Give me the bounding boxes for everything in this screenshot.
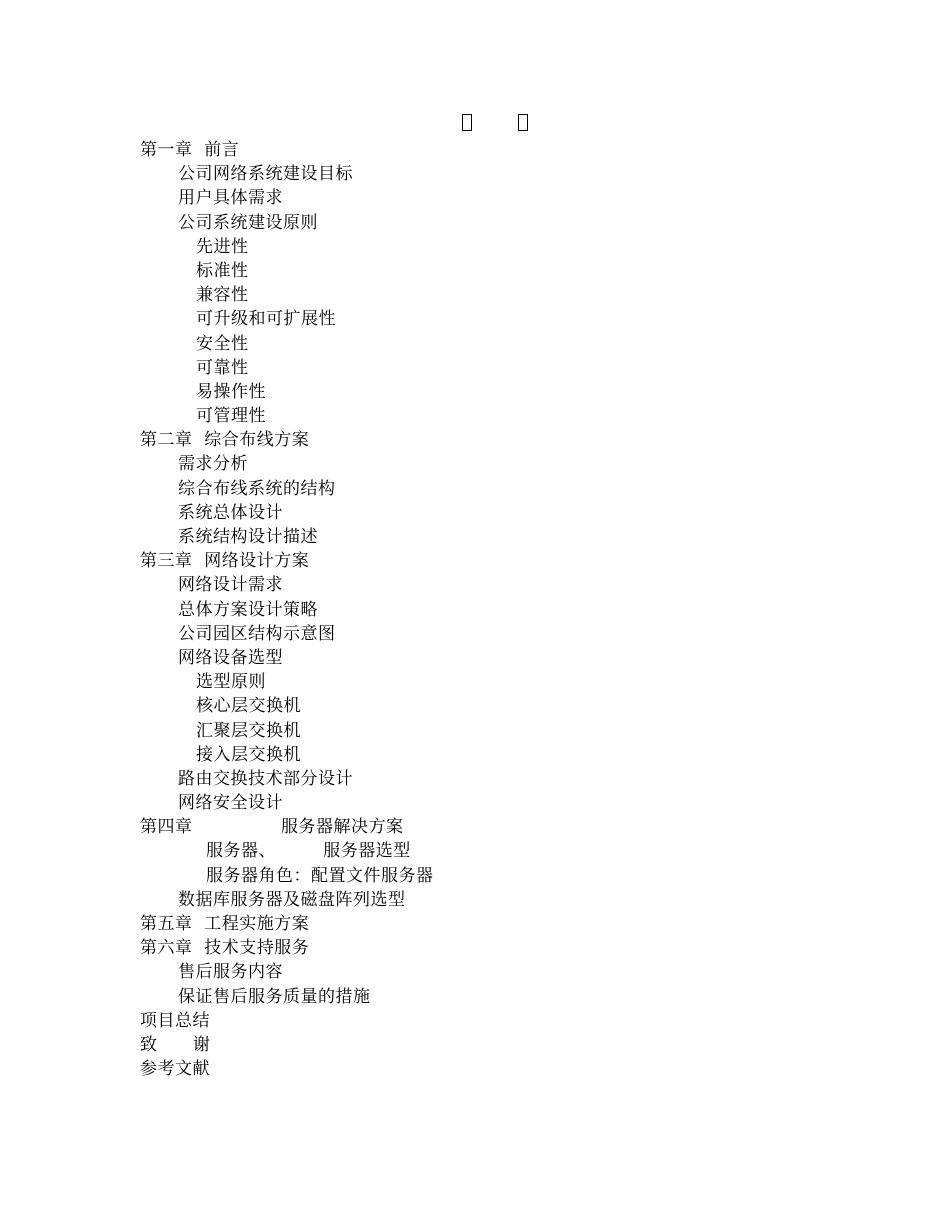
toc-entry[interactable]: 第二章 综合布线方案 bbox=[140, 430, 310, 451]
toc-entry[interactable]: 售后服务内容 bbox=[178, 962, 283, 983]
toc-entry[interactable]: 第五章 工程实施方案 bbox=[140, 914, 310, 934]
toc-entry[interactable]: 总体方案设计策略 bbox=[178, 599, 318, 620]
toc-entry[interactable]: 可升级和可扩展性 bbox=[196, 309, 336, 330]
toc-entry[interactable]: 选型原则 bbox=[196, 672, 266, 693]
toc-entry[interactable]: 系统结构设计描述 bbox=[178, 527, 318, 547]
toc-entry[interactable]: 路由交换技术部分设计 bbox=[178, 768, 353, 789]
toc-entry[interactable]: 项目总结 bbox=[140, 1010, 210, 1031]
toc-entry[interactable]: 需求分析 bbox=[178, 454, 248, 475]
missing-glyph-icon bbox=[518, 114, 528, 131]
toc-entry[interactable]: 第三章 网络设计方案 bbox=[140, 551, 310, 572]
toc-entry[interactable]: 第四章 服务器解决方案 bbox=[140, 817, 404, 838]
toc-entry[interactable]: 服务器角色：配置文件服务器 bbox=[206, 865, 434, 886]
toc-entry[interactable]: 第六章 技术支持服务 bbox=[140, 938, 310, 959]
toc-entry[interactable]: 先进性 bbox=[196, 236, 249, 257]
toc-entry[interactable]: 网络安全设计 bbox=[178, 793, 283, 814]
toc-entry[interactable]: 兼容性 bbox=[196, 285, 249, 306]
toc-entry[interactable]: 接入层交换机 bbox=[196, 744, 301, 765]
toc-entry[interactable]: 公司园区结构示意图 bbox=[178, 623, 336, 644]
toc-entry[interactable]: 可靠性 bbox=[196, 357, 249, 378]
toc-entry[interactable]: 参考文献 bbox=[140, 1059, 210, 1080]
toc-entry[interactable]: 网络设备选型 bbox=[178, 647, 283, 668]
toc-entry[interactable]: 综合布线系统的结构 bbox=[178, 478, 336, 499]
toc-entry[interactable]: 服务器、 服务器选型 bbox=[206, 841, 411, 862]
toc-entry[interactable]: 第一章 前言 bbox=[140, 140, 240, 160]
toc-entry[interactable]: 致 谢 bbox=[140, 1034, 211, 1055]
toc-entry[interactable]: 标准性 bbox=[196, 260, 249, 281]
toc-entry[interactable]: 安全性 bbox=[196, 333, 249, 354]
toc-entry[interactable]: 公司系统建设原则 bbox=[178, 212, 318, 233]
toc-entry[interactable]: 用户具体需求 bbox=[178, 188, 283, 209]
toc-entry[interactable]: 网络设计需求 bbox=[178, 575, 283, 596]
toc-entry[interactable]: 系统总体设计 bbox=[178, 502, 283, 523]
missing-glyph-icon bbox=[462, 114, 472, 131]
toc-entry[interactable]: 保证售后服务质量的措施 bbox=[178, 986, 371, 1007]
toc-entry[interactable]: 可管理性 bbox=[196, 406, 266, 427]
toc-heading bbox=[0, 110, 950, 134]
toc-entry[interactable]: 公司网络系统建设目标 bbox=[178, 164, 353, 185]
toc-entry[interactable]: 数据库服务器及磁盘阵列选型 bbox=[178, 889, 406, 910]
table-of-contents bbox=[140, 138, 434, 1081]
toc-entry[interactable]: 汇聚层交换机 bbox=[196, 720, 301, 741]
toc-entry[interactable]: 易操作性 bbox=[196, 381, 266, 402]
toc-entry[interactable]: 核心层交换机 bbox=[196, 696, 301, 717]
